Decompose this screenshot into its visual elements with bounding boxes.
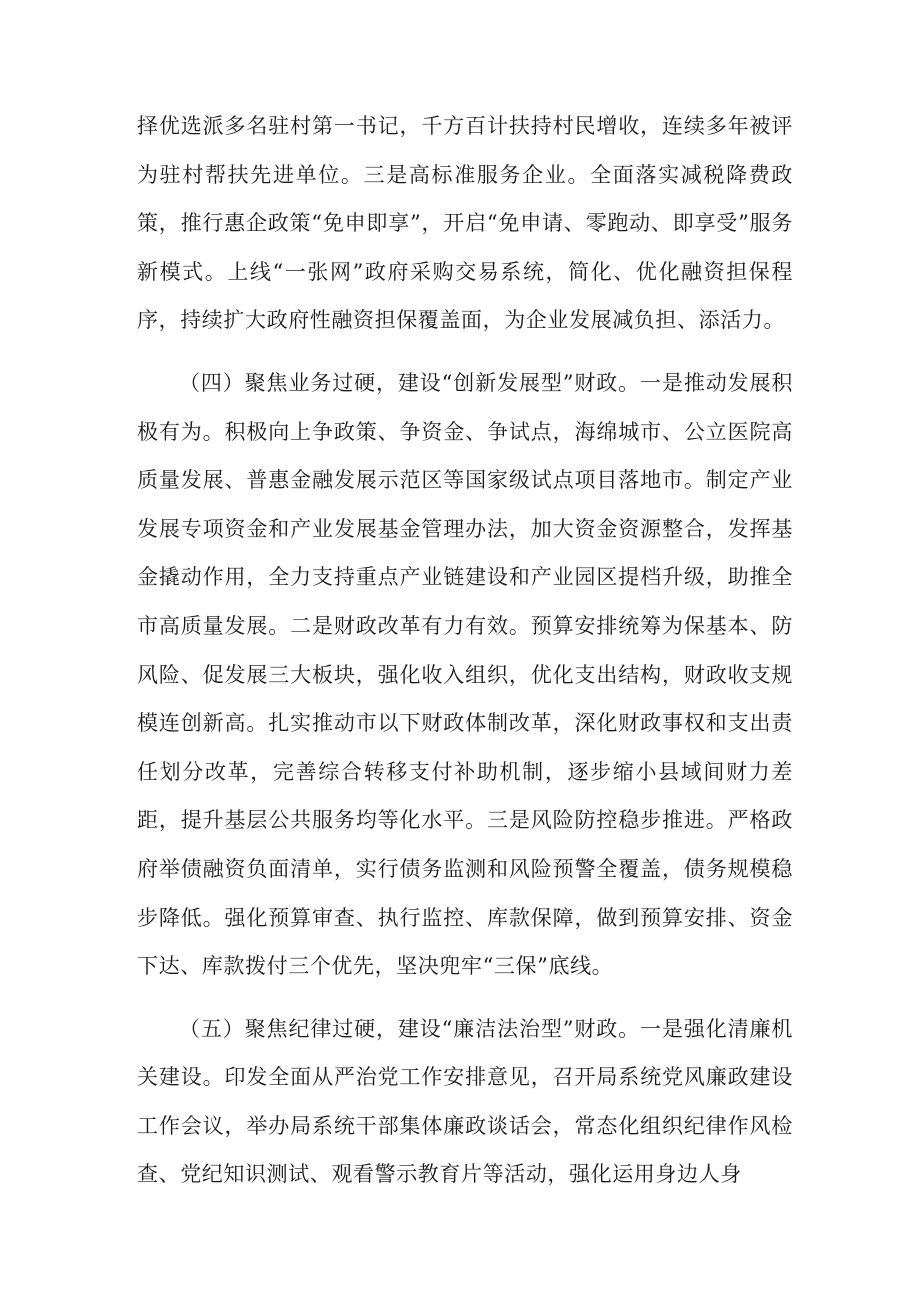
document-body [137,102,793,1199]
paragraph-section-five: （五）聚焦纪律过硬，建设“廉洁法治型”财政。一是强化清廉机关建设。印发全面从严治党工作安排意见，召开局系统党风廉政建设工作会议，举办局系统干部集体廉政谈话会，常态化组织纪律作风检查、党纪知识测试、观看警示教育片等活动，强化运用身边人身 [137,1016,793,1187]
paragraph-continuation: 择优选派多名驻村第一书记，千方百计扶持村民增收，连续多年被评为驻村帮扶先进单位。三是高标准服务企业。全面落实减税降费政策，推行惠企政策“免申即享”，开启“免申请、零跑动、即享受”服务新模式。上线“一张网”政府采购交易系统，简化、优化融资担保程序，持续扩大政府性融资担保覆盖面，为企业发展减负担、添活力。 [137,114,793,333]
paragraph-section-four: （四）聚焦业务过硬，建设“创新发展型”财政。一是推动发展积极有为。积极向上争政策、争资金、争试点，海绵城市、公立医院高质量发展、普惠金融发展示范区等国家级试点项目落地市。制定产业发展专项资金和产业发展基金管理办法，加大资金资源整合，发挥基金撬动作用，全力支持重点产业链建设和产业园区提档升级，助推全市高质量发展。二是财政改革有力有效。预算安排统筹为保基本、防风险、促发展三大板块，强化收入组织，优化支出结构，财政收支规模连创新高。扎实推动市以下财政体制改革，深化财政事权和支出责任划分改革，完善综合转移支付补助机制，逐步缩小县域间财力差距，提升基层公共服务均等化水平。三是风险防控稳步推进。严格政府举债融资负面清单，实行债务监测和风险预警全覆盖，债务规模稳步降低。强化预算审查、执行监控、库款保障，做到预算安排、资金下达、库款拨付三个优先，坚决兜牢“三保”底线。 [137,370,793,979]
